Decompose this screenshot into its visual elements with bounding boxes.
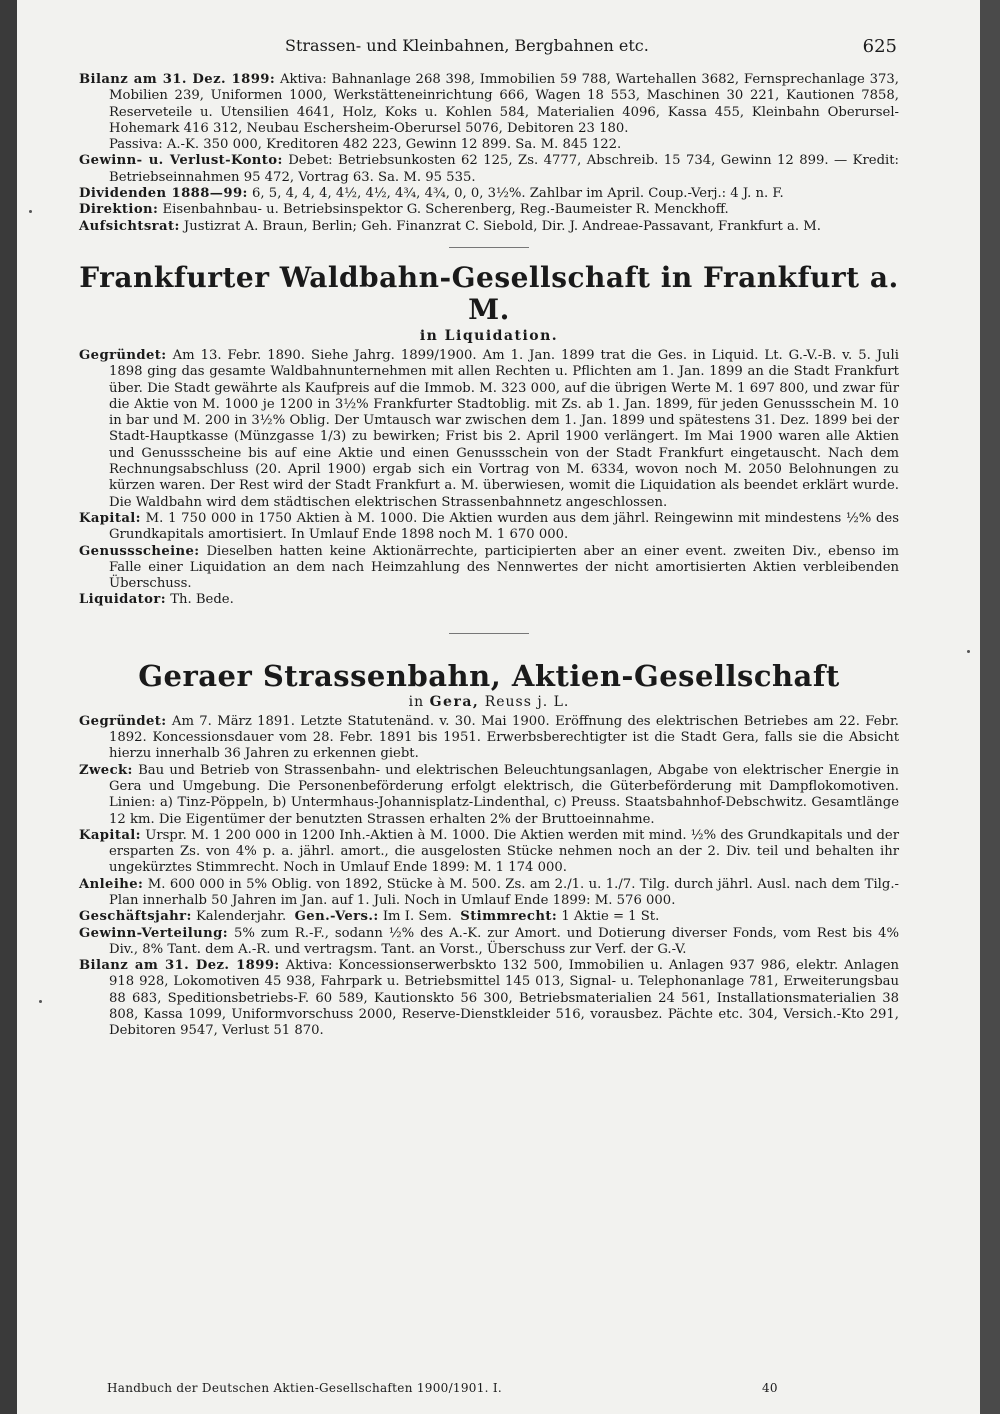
c2-kapital-entry	[79, 828, 899, 877]
page-body	[79, 72, 899, 1040]
bilanz-label: Bilanz am 31. Dez. 1899:	[79, 72, 276, 87]
c2-anleihe-entry	[79, 877, 899, 910]
passiva-text: Passiva: A.-K. 350 000, Kreditoren 482 223, Gewinn 12 899. Sa. M. 845 122.	[109, 137, 622, 153]
passiva-entry	[79, 137, 899, 153]
c2-bilanz-text: Aktiva: Koncessionserwerbskto 132 500, Immobilien u. Anlagen 937 986, elektr. Anlagen 918 928, Lokomotiven 45 938, Fahrpark u. Betriebsmittel 145 013, Signal- u. Telephonanlage 781, Erweiterungsbau 88 683, Speditionsbetriebs-F. 60 589, Kautionskto 56 300, Betriebsmaterialien 24 561, Installationsmaterialien 38 808, Kassa 1099, Uniformvorschuss 2000, Reserve-Dienstkleider 516, vorausbez. Pächte etc. 304, Versich.-Kto 291, Debitoren 9547, Verlust 51 870.	[109, 958, 899, 1039]
location-prefix: in	[408, 693, 425, 710]
c2-stimmrecht-text: 1 Aktie = 1 St.	[561, 909, 660, 925]
scan-binding-edge-left	[0, 0, 17, 1414]
company-subtitle-liquidation	[79, 328, 899, 344]
c2-anleihe-label: Anleihe:	[79, 876, 144, 892]
c1-gegruendet-entry	[79, 348, 899, 511]
gewinn-verlust-label: Gewinn- u. Verlust-Konto:	[79, 153, 283, 169]
c1-liquidator-label: Liquidator:	[79, 592, 166, 608]
scan-edge-right	[980, 0, 1000, 1414]
running-title: Strassen- und Kleinbahnen, Bergbahnen etc.	[285, 36, 649, 55]
dividenden-text: 6, 5, 4, 4, 4, 4½, 4½, 4¾, 4¾, 0, 0, 3½%. Zahlbar im April. Coup.-Verj.: 4 J. n. F.	[252, 186, 784, 202]
sheet-signature: 40	[762, 1381, 778, 1395]
c2-stimmrecht-label: Stimmrecht:	[460, 909, 558, 925]
margin-speck	[39, 1000, 42, 1003]
c1-gegruendet-label: Gegründet:	[79, 347, 167, 363]
document-page	[17, 0, 980, 1414]
company-subtitle-location	[79, 694, 899, 710]
c1-genussscheine-text: Dieselben hatten keine Aktionärrechte, participierten aber an einer event. zweiten Div., ebenso im Falle einer Liquidation an dem nach Heimzahlung des Nennwertes der nicht amortisierten Aktien verbleibenden Überschuss.	[109, 543, 899, 592]
direktion-label: Direktion:	[79, 202, 159, 218]
c2-genvers-text: Im I. Sem.	[382, 909, 452, 925]
c2-genvers-label: Gen.-Vers.:	[294, 909, 379, 925]
c2-geschaeftsjahr-entry	[79, 909, 899, 925]
c2-kapital-label: Kapital:	[79, 827, 141, 843]
section-divider	[449, 247, 529, 248]
c2-gegruendet-label: Gegründet:	[79, 713, 167, 729]
c2-geschaeftsjahr-text: Kalenderjahr.	[195, 909, 287, 925]
company-title-frankfurter-waldbahn: Frankfurter Waldbahn-Gesellschaft in Frankfurt a. M.	[79, 260, 899, 326]
c2-zweck-label: Zweck:	[79, 762, 133, 778]
c1-kapital-entry	[79, 511, 899, 544]
gewinn-verlust-text: Debet: Betriebsunkosten 62 125, Zs. 4777, Abschreib. 15 734, Gewinn 12 899. — Kredit: Betriebseinnahmen 95 472, Vortrag 63. Sa. M. 95 535.	[109, 153, 899, 185]
aufsichtsrat-text: Justizrat A. Braun, Berlin; Geh. Finanzrat C. Siebold, Dir. J. Andreae-Passavant, Frankfurt a. M.	[183, 218, 821, 234]
location-suffix: Reuss j. L.	[484, 693, 570, 710]
c1-gegruendet-text: Am 13. Febr. 1890. Siehe Jahrg. 1899/1900. Am 1. Jan. 1899 trat die Ges. in Liquid. Lt. G.-V.-B. v. 5. Juli 1898 ging das gesamte Waldbahnunternehmen mit allen Rechten u. Pflichten am 1. Jan. 1899 an die Stadt Frankfurt über. Die Stadt gewährte als Kaufpreis auf die Immob. M. 323 000, auf die übrigen Werte M. 1 697 800, und zwar für die Aktie von M. 1000 je 1200 in 3½% Frankfurter Stadtoblig. mit Zs. ab 1. Jan. 1899, für jeden Genussschein M. 10 in bar und M. 200 in 3½% Oblig. Der Umtausch war zwischen dem 1. Jan. 1899 und spätestens 31. Dez. 1899 bei der Stadt-Hauptkasse (Münzgasse 1/3) zu bewirken; Frist bis 2. April 1900 verlängert. Im Mai 1900 waren alle Aktien und Genussscheine bis auf eine Aktie und einen Genussschein von der Stadt Frankfurt eingetauscht. Nach dem Rechnungsabschluss (20. April 1900) ergab sich ein Vortrag von M. 6334, wovon noch M. 2050 Belohnungen zu kürzen waren. Der Rest wird der Stadt Frankfurt a. M. überwiesen, womit die Liquidation als beendet erklärt wurde. Die Waldbahn wird dem städtischen elektrischen Strassenbahnnetz angeschlossen.	[109, 347, 899, 510]
c2-gewinnverteilung-label: Gewinn-Verteilung:	[79, 925, 229, 941]
section-divider	[449, 633, 529, 634]
c1-liquidator-entry	[79, 592, 899, 608]
c1-genussscheine-label: Genussscheine:	[79, 543, 200, 559]
c2-gewinnverteilung-entry	[79, 926, 899, 959]
c2-gewinnverteilung-text: 5% zum R.-F., sodann ½% des A.-K. zur Amort. und Dotierung diverser Fonds, vom Rest bis 4% Div., 8% Tant. dem A.-R. und vertragsm. Tant. an Vorst., Überschuss zur Verf. der G.-V.	[109, 925, 899, 957]
c1-liquidator-text: Th. Bede.	[170, 592, 234, 608]
dividenden-entry	[79, 186, 899, 202]
margin-speck	[29, 210, 32, 213]
bilanz-entry	[79, 72, 899, 137]
page-number: 625	[862, 36, 897, 57]
publication-title: Handbuch der Deutschen Aktien-Gesellschaften 1900/1901. I.	[107, 1381, 503, 1395]
c2-kapital-text: Urspr. M. 1 200 000 in 1200 Inh.-Aktien à M. 1000. Die Aktien werden mit mind. ½% des Grundkapitals und der ersparten Zs. von 4% p. a. jährl. amort., die ausgelosten Stücke nehmen noch an der 2. Div. teil und behalten ihr ungekürztes Stimmrecht. Noch in Umlauf Ende 1899: M. 1 174 000.	[109, 827, 899, 876]
c1-genussscheine-entry	[79, 544, 899, 593]
liquidation-status: in Liquidation.	[419, 327, 559, 344]
c2-anleihe-text: M. 600 000 in 5% Oblig. von 1892, Stücke à M. 500. Zs. am 2./1. u. 1./7. Tilg. durch jährl. Ausl. nach dem Tilg.-Plan innerhalb 50 Jahren im Jan. auf 1. Juli. Noch in Umlauf Ende 1899: M. 576 000.	[109, 876, 899, 908]
c2-zweck-text: Bau und Betrieb von Strassenbahn- und elektrischen Beleuchtungsanlagen, Abgabe von elektrischer Energie in Gera und Umgebung. Die Personenbeförderung erfolgt elektrisch, die Güterbeförderung mit Dampflokomotiven. Linien: a) Tinz-Pöppeln, b) Untermhaus-Johannisplatz-Lindenthal, c) Preuss. Staatsbahnhof-Debschwitz. Gesamtlänge 12 km. Die Eigentümer der benutzten Strassen erhalten 2% der Bruttoeinnahme.	[109, 762, 899, 827]
dividenden-label: Dividenden 1888—99:	[79, 186, 248, 202]
c1-kapital-text: M. 1 750 000 in 1750 Aktien à M. 1000. Die Aktien wurden aus dem jährl. Reingewinn mit mindestens ½% des Grundkapitals amortisiert. In Umlauf Ende 1898 noch M. 1 670 000.	[109, 510, 899, 543]
c2-geschaeftsjahr-label: Geschäftsjahr:	[79, 909, 192, 925]
direktion-text: Eisenbahnbau- u. Betriebsinspektor G. Scherenberg, Reg.-Baumeister R. Menckhoff.	[162, 202, 729, 218]
aufsichtsrat-label: Aufsichtsrat:	[79, 218, 180, 234]
c2-gegruendet-text: Am 7. März 1891. Letzte Statutenänd. v. 30. Mai 1900. Eröffnung des elektrischen Betriebes am 22. Febr. 1892. Koncessionsdauer vom 28. Febr. 1891 bis 1951. Erwerbsberechtigter ist die Stadt Gera, falls sie die Absicht hierzu innerhalb 36 Jahren zu erkennen giebt.	[109, 713, 899, 762]
company-title-geraer-strassenbahn: Geraer Strassenbahn, Aktien-Gesellschaft	[138, 658, 840, 693]
c2-gegruendet-entry	[79, 714, 899, 763]
c2-zweck-entry	[79, 763, 899, 828]
direktion-entry	[79, 202, 899, 218]
c2-bilanz-label: Bilanz am 31. Dez. 1899:	[79, 958, 280, 974]
aufsichtsrat-entry	[79, 219, 899, 235]
c1-kapital-label: Kapital:	[79, 510, 141, 526]
bilanz-text: Aktiva: Bahnanlage 268 398, Immobilien 59 788, Wartehallen 3682, Fernsprechanlage 373, Mobilien 239, Uniformen 1000, Werkstätteneinrichtung 666, Wagen 18 553, Maschinen 30 221, Kautionen 7858, Reserveteile u. Utensilien 4641, Holz, Koks u. Kohlen 584, Materialien 4096, Kassa 455, Kleinbahn Oberursel-Hohemark 416 312, Neubau Eschersheim-Oberursel 5076, Debitoren 23 180.	[109, 72, 899, 136]
location-city: Gera,	[429, 693, 480, 710]
c2-bilanz-entry	[79, 958, 899, 1039]
margin-speck	[967, 650, 970, 653]
gewinn-verlust-entry	[79, 153, 899, 186]
